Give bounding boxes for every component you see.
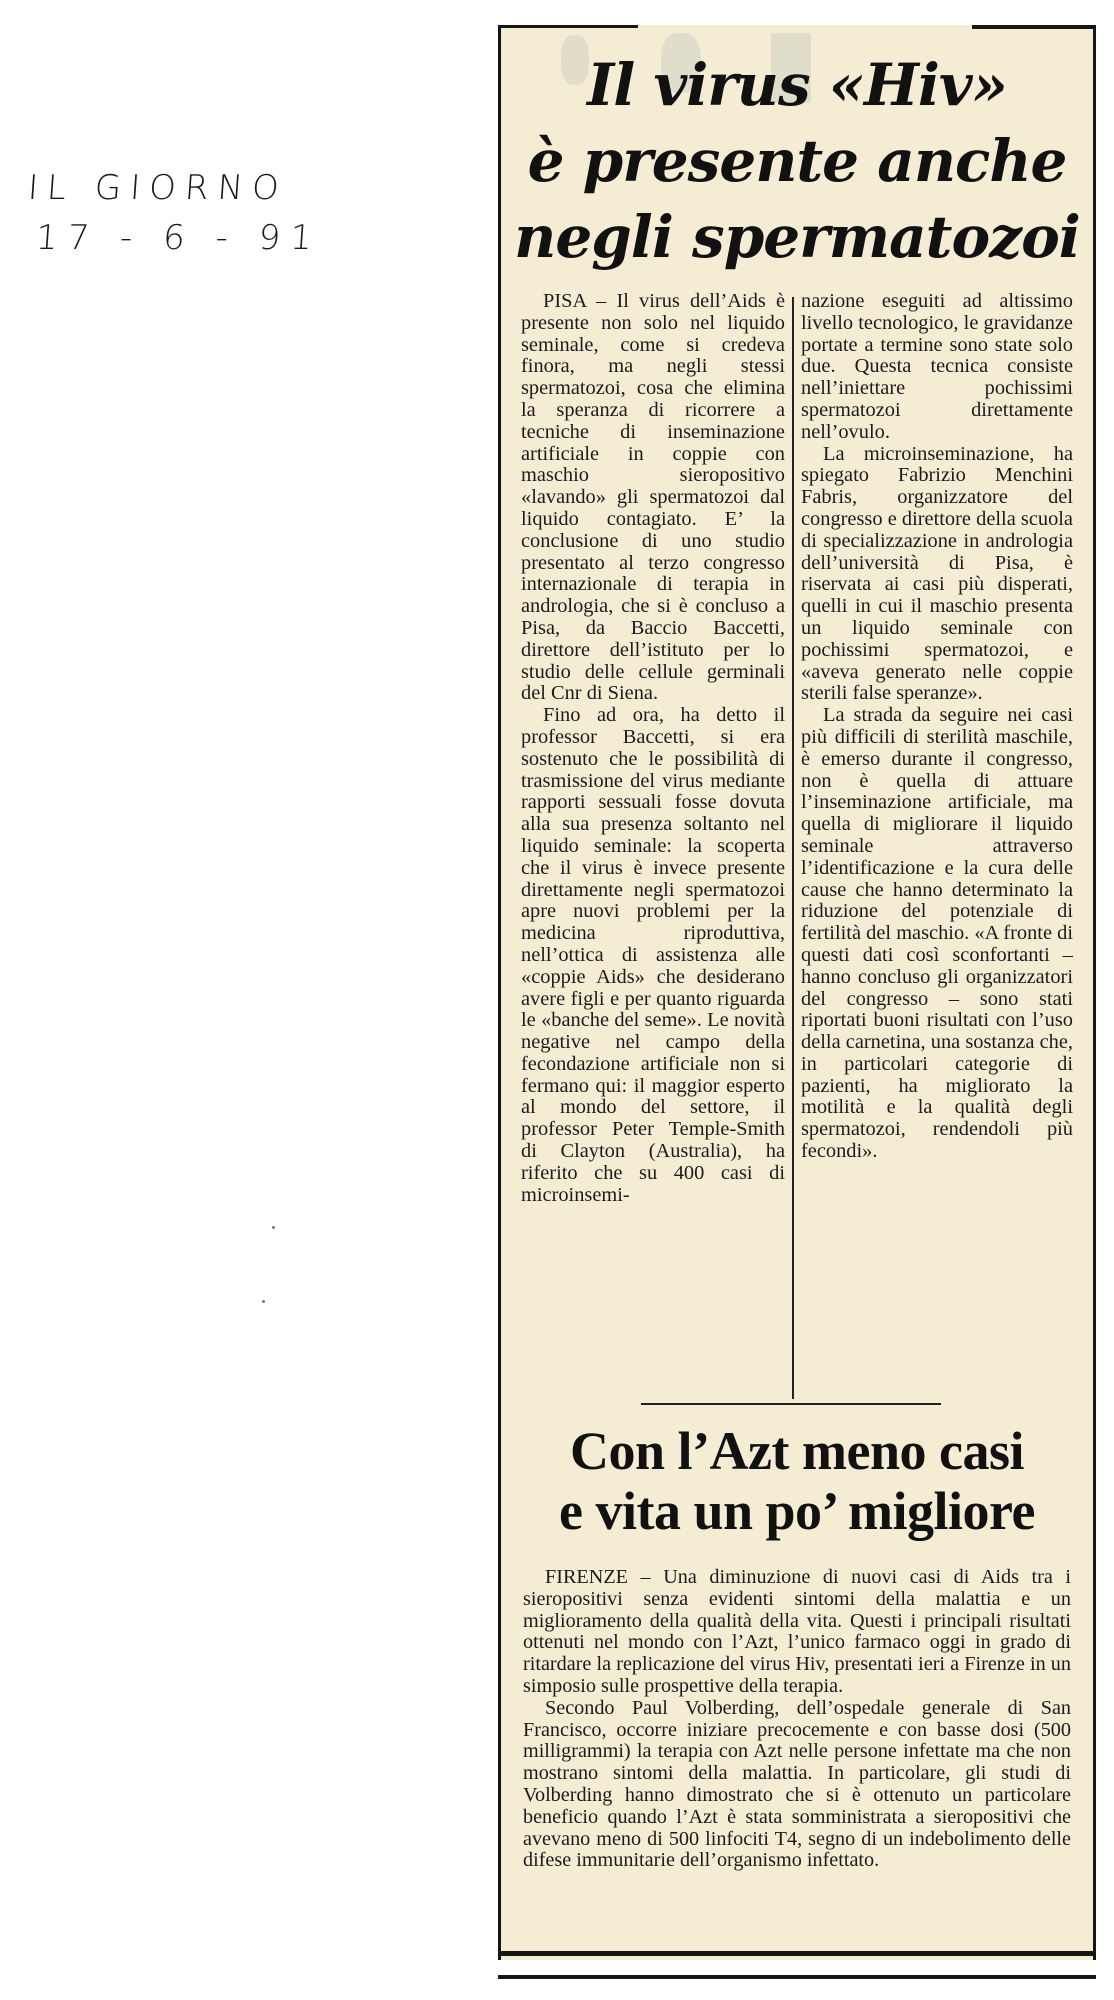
headline-line: negli spermatozoi (514, 203, 1080, 271)
stray-mark (262, 1300, 265, 1303)
paragraph: La strada da seguire nei casi più difficili di sterilità maschile, è emerso durante il congresso, non è quella di attuare l’inseminazione artificiale, ma quella di migliorare il liquido seminale attraverso l’identificazione e la cura delle cause che hanno determinato la riduzione del potenziale di fertilità del maschio. «A fronte di questi dati così sconfortanti – hanno concluso gli organizzatori del congresso – sono stati riportati buoni risultati con l’uso della carnetina, una sostanza che, in particolari categorie di pazienti, ha migliorato la motilità e la qualità degli spermatozoi, rendendoli più fecondi». (801, 704, 1073, 1163)
paragraph: FIRENZE – Una diminuzione di nuovi casi di Aids tra i sieropositivi senza evidenti sintomi della malattia e un miglioramento della qualità della vita. Questi i principali risultati ottenuti nel mondo con l’Azt, l’unico farmaco oggi in grado di ritardare la replicazione del virus Hiv, presentati ieri a Firenze in un simposio sulle prospettive della terapia. (523, 1566, 1071, 1697)
stray-mark (272, 1226, 275, 1229)
paragraph: La microinseminazione, ha spiegato Fabrizio Menchini Fabris, organizzatore del congresso e direttore della scuola di specializzazione in andrologia dell’università di Pisa, è riservata ai casi più disperati, quelli in cui il maschio presenta un liquido seminale con pochissimi spermatozoi, e «aveva generato nelle coppie sterili false speranze». (801, 442, 1073, 705)
headline-line: è presente anche (527, 127, 1067, 195)
article1-column-left (521, 291, 785, 1206)
article2-headline (501, 1421, 1093, 1541)
newspaper-clipping (498, 25, 1096, 1960)
handwritten-annotation (28, 168, 322, 258)
paragraph: nazione eseguiti ad altissimo livello tecnologico, le gravidanze portate a termine sono state solo due. Questa tecnica consiste nell’iniettare pochissimi spermatozoi direttamente nell’ovulo. (801, 290, 1073, 443)
article-separator (641, 1403, 941, 1405)
bottom-rule (498, 1975, 1096, 1979)
paragraph: Secondo Paul Volberding, dell’ospedale generale di San Francisco, occorre iniziare precocemente e con basse dosi (500 milligrammi) la terapia con Azt nelle persone infettate ma che non mostrano sintomi della malattia. In particolare, gli studi di Volberding hanno dimostrato che si è ottenuto un particolare beneficio quando l’Azt è stata somministrata a sieropositivi che avevano meno di 500 linfociti T4, segno di un indebolimento delle difese immunitarie dell’organismo infettato. (523, 1696, 1071, 1872)
headline-line: e vita un po’ migliore (559, 1481, 1035, 1541)
newspaper-name: IL GIORNO (26, 168, 290, 208)
headline-line: Il virus «Hiv» (587, 51, 1007, 119)
column-divider (792, 297, 794, 1399)
headline-line: Con l’Azt meno casi (570, 1421, 1024, 1481)
bottom-rule (498, 1951, 1096, 1956)
clipping-date: 17 - 6 - 91 (34, 218, 324, 258)
article2-body (523, 1567, 1071, 1872)
paragraph: PISA – Il virus dell’Aids è presente non solo nel liquido seminale, come si credeva finora, ma negli stessi spermatozoi, cosa che elimina la speranza di ricorrere a tecniche di inseminazione artificiale in coppie con maschio sieropositivo «lavando» gli spermatozoi dal liquido contagiato. E’ la conclusione di uno studio presentato al terzo congresso internazionale di terapia in andrologia, che si è concluso a Pisa, da Baccio Baccetti, direttore dell’istituto per lo studio delle cellule germinali del Cnr di Siena. (521, 290, 785, 705)
article1-headline (501, 47, 1093, 275)
paragraph: Fino ad ora, ha detto il professor Baccetti, si era sostenuto che le possibilità di trasmissione del virus mediante rapporti sessuali fosse dovuta alla sua presenza soltanto nel liquido seminale: la scoperta che il virus è invece presente direttamente negli spermatozoi apre nuovi problemi per la medicina riproduttiva, nell’ottica di assistenza alle «coppie Aids» che desiderano avere figli e per quanto riguarda le «banche del seme». Le novità negative nel campo della fecondazione artificiale non si fermano qui: il maggior esperto al mondo del settore, il professor Peter Temple-Smith di Clayton (Australia), ha riferito che su 400 casi di microinsemi- (521, 704, 785, 1206)
article1-column-right (801, 291, 1073, 1163)
